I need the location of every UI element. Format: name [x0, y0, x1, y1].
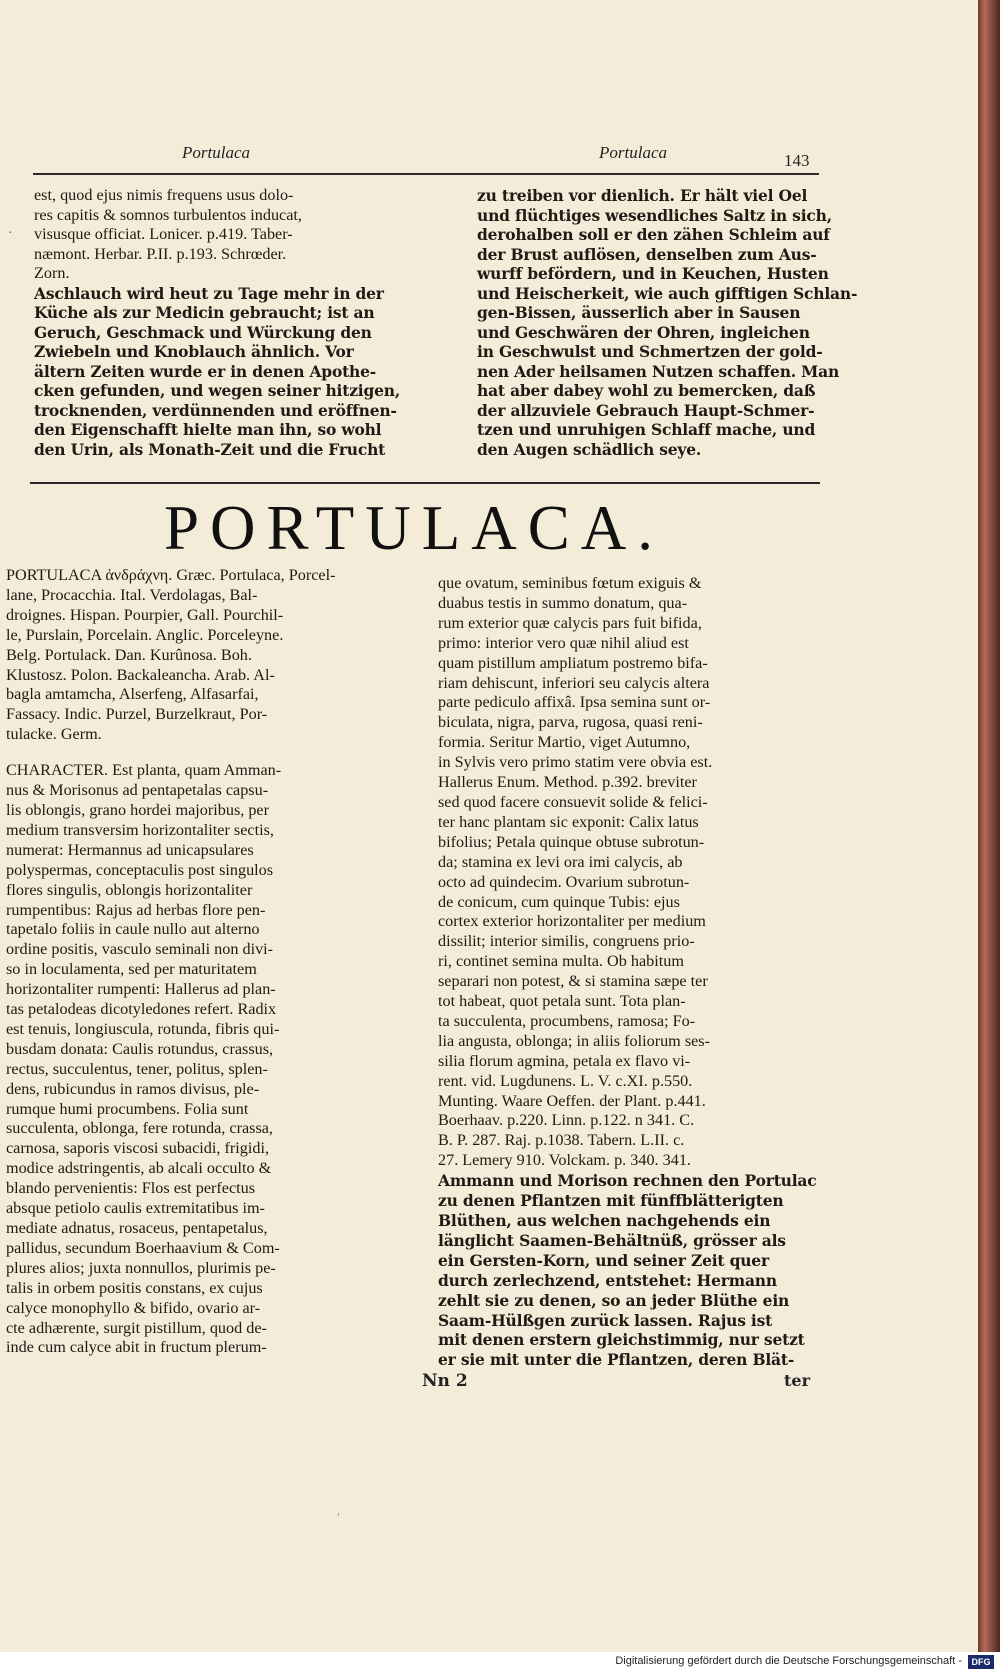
lower-left-column — [6, 566, 406, 1358]
text-line: durch zerlechzend, entstehet: Hermann — [438, 1270, 777, 1290]
text-line: rumpentibus: Rajus ad herbas flore pen- — [6, 900, 266, 919]
text-line: Boerhaav. p.220. Linn. p.122. n 341. C. — [438, 1111, 695, 1130]
text-line: est tenuis, longiuscula, rotunda, fibris qui- — [6, 1019, 280, 1038]
upper-left-column — [34, 186, 404, 459]
text-line: Zorn. — [34, 264, 70, 282]
text-line: dens, rubicundus in ramos divisus, ple- — [6, 1079, 260, 1098]
running-head-left: Portulaca — [182, 143, 250, 162]
text-line: Hallerus Enum. Method. p.392. breviter — [438, 773, 697, 792]
upper-right-column — [477, 186, 858, 459]
text-line: ta succulenta, procumbens, ramosa; Fo- — [438, 1011, 696, 1030]
text-line: est, quod ejus nimis frequens usus dolo- — [34, 186, 294, 204]
text-line: nus & Morisonus ad pentapetalas capsu- — [6, 781, 269, 800]
text-line: Aschlauch wird heut zu Tage mehr in der — [34, 283, 384, 303]
text-line: rent. vid. Lugdunens. L. V. c.XI. p.550. — [438, 1071, 693, 1090]
text-line: Geruch, Geschmack und Würckung den — [34, 322, 372, 342]
text-line: den Augen schädlich seye. — [477, 439, 702, 459]
text-line: calyce monophyllo & bifido, ovario ar- — [6, 1298, 261, 1317]
text-line: numerat: Hermannus ad unicapsulares — [6, 840, 254, 859]
text-line: tot habeat, quot petala sunt. Tota plan- — [438, 992, 686, 1011]
text-line: mediate adnatus, rosaceus, pentapetalus, — [6, 1219, 268, 1237]
text-line: horizontaliter rumpenti: Hallerus ad plan- — [6, 980, 276, 999]
text-line: ordine positis, vasculo seminali non divi- — [6, 940, 274, 959]
signature-mark: Nn 2 — [422, 1371, 468, 1391]
text-line: flores singulis, oblongis horizontaliter — [6, 880, 253, 899]
text-line: riam dehiscunt, inferiori seu calycis altera — [438, 673, 710, 692]
text-line: den Eigenschafft hielte man ihn, so wohl — [34, 420, 382, 439]
margin-speck: · — [8, 226, 13, 241]
text-line: zehlt sie zu denen, so an jeder Blüthe ein — [438, 1290, 790, 1310]
text-line: blando pervenientis: Flos est perfectus — [6, 1179, 256, 1198]
text-line: länglicht Saamen-Behältnüß, grösser als — [438, 1230, 786, 1250]
text-line: derohalben soll er den zähen Schleim auf — [477, 225, 830, 244]
text-line: zu denen Pflantzen mit fünffblätterigten — [438, 1191, 784, 1211]
text-line: absque petiolo caulis extremitatibus im- — [6, 1199, 265, 1218]
text-line: B. P. 287. Raj. p.1038. Tabern. L.II. c. — [438, 1131, 685, 1150]
text-line: medium transversim horizontaliter sectis, — [6, 820, 274, 839]
text-line: Küche als zur Medicin gebraucht; ist an — [34, 303, 375, 322]
text-line: tzen und unruhigen Schlaff mache, und — [477, 420, 816, 439]
running-head-right: Portulaca — [599, 143, 667, 162]
text-line: busdam donata: Caulis rotundus, crassus, — [6, 1039, 274, 1058]
text-line: polyspermas, conceptaculis post singulos — [6, 860, 274, 879]
text-line: Blüthen, aus welchen nachgehends ein — [438, 1211, 771, 1230]
text-line: quam pistillum ampliatum postremo bifa- — [438, 653, 708, 672]
text-line: de conicum, cum quinque Tubis: ejus — [438, 892, 680, 911]
text-line: der allzuviele Gebrauch Haupt-Schmer- — [477, 400, 815, 420]
text-line: in Geschwulst und Schmertzen der gold- — [477, 342, 823, 361]
text-line: parte pediculo affixâ. Ipsa semina sunt or- — [438, 693, 711, 712]
section-rule — [30, 482, 820, 484]
text-line: lane, Procacchia. Ital. Verdolagas, Bal- — [6, 585, 258, 604]
text-line: mit denen erstern gleichstimmig, nur setzt — [438, 1330, 805, 1350]
text-line: Klustosz. Polon. Backaleancha. Arab. Al- — [6, 665, 275, 684]
page-number: 143 — [784, 151, 810, 170]
text-line: pallidus, secundum Boerhaavium & Com- — [6, 1238, 280, 1257]
text-line: und flüchtiges wesendliches Saltz in sich, — [477, 205, 832, 225]
text-line: talis in orbem positis constans, ex cujus — [6, 1278, 263, 1297]
text-line: den Urin, als Monath-Zeit und die Frucht — [34, 439, 386, 459]
text-line: bifolius; Petala quinque obtuse subrotun- — [438, 832, 705, 851]
text-line: primo: interior vero quæ nihil aliud est — [438, 633, 689, 652]
text-line: octo ad quindecim. Ovarium subrotun- — [438, 872, 690, 891]
text-line: ein Gersten-Korn, und seiner Zeit quer — [438, 1250, 769, 1270]
text-line: succulenta, oblonga, fere rotunda, crassa, — [6, 1119, 273, 1138]
text-line: plures alios; juxta nonnullos, plurimis pe- — [6, 1258, 276, 1277]
text-line: cte adhærente, surgit pistillum, quod de- — [6, 1318, 267, 1337]
text-line: cken gefunden, und wegen seiner hitzigen, — [34, 381, 401, 400]
text-line: zu treiben vor dienlich. Er hält viel Oel — [477, 186, 808, 205]
footer-bar — [0, 1652, 1000, 1673]
catchword: ter — [784, 1371, 810, 1390]
text-line: formia. Seritur Martio, viget Autumno, — [438, 733, 691, 752]
text-line: PORTULACA ἀνδράχνη. Græc. Portulaca, Porcel- — [6, 566, 336, 584]
text-line: res capitis & somnos turbulentos inducat, — [34, 205, 302, 224]
text-line: ter hanc plantam sic exponit: Calix latus — [438, 812, 699, 831]
text-line: silia florum agmina, petala ex flavo vi- — [438, 1051, 691, 1070]
text-line: que ovatum, seminibus fœtum exiguis & — [438, 574, 702, 592]
book-spine-edge — [978, 0, 1000, 1652]
text-line: modice adstringentis, ab alcali occulto & — [6, 1159, 272, 1178]
text-line: ältern Zeiten wurde er in denen Apothe- — [34, 361, 377, 381]
text-line: da; stamina ex levi ora imi calycis, ab — [438, 852, 683, 871]
text-line: 27. Lemery 910. Volckam. p. 340. 341. — [438, 1151, 691, 1170]
text-line: rectus, succulentus, tener, politus, splen- — [6, 1059, 268, 1078]
text-line: Ammann und Morison rechnen den Portulac — [438, 1171, 817, 1191]
text-line: cortex exterior horizontaliter per medium — [438, 912, 706, 931]
text-line: Saam-Hülßgen zurück lassen. Rajus ist — [438, 1310, 773, 1330]
text-line: duabus testis in summo donatum, qua- — [438, 593, 688, 612]
text-line: næmont. Herbar. P.II. p.193. Schrœder. — [34, 244, 287, 263]
text-line: so in loculamenta, sed per maturitatem — [6, 960, 257, 979]
text-line: hat aber dabey wohl zu bemercken, daß — [477, 381, 816, 400]
text-line: inde cum calyce abit in fructum plerum- — [6, 1338, 267, 1357]
text-line: CHARACTER. Est planta, quam Amman- — [6, 761, 282, 780]
text-line: lia angusta, oblonga; in aliis foliorum ses- — [438, 1031, 710, 1050]
text-line: droignes. Hispan. Pourpier, Gall. Pourchil- — [6, 605, 284, 624]
margin-speck: ˈ — [336, 1512, 341, 1527]
text-line: er sie mit unter die Pflantzen, deren Blät- — [438, 1350, 795, 1370]
text-line: carnosa, saporis viscosi subacidi, frigidi, — [6, 1139, 269, 1158]
text-line: le, Purslain, Porcelain. Anglic. Porceleyne. — [6, 625, 284, 644]
text-line: tapetalo foliis in caule nullo aut alterno — [6, 920, 260, 939]
text-line: tas petalodeas dicotyledones refert. Radix — [6, 1000, 277, 1019]
text-line: wurff befördern, und in Keuchen, Husten — [477, 264, 829, 283]
text-line: Munting. Waare Oeffen. der Plant. p.441. — [438, 1091, 706, 1110]
footer-credit: Digitalisierung gefördert durch die Deutsche Forschungsgemeinschaft - — [615, 1655, 962, 1667]
text-line: gen-Bissen, äusserlich aber in Sausen — [477, 303, 801, 322]
text-line: sed quod facere consuevit solide & felici- — [438, 792, 708, 811]
text-line: und Geschwären der Ohren, ingleichen — [477, 322, 810, 342]
text-line: tulacke. Germ. — [6, 725, 102, 744]
lower-right-column — [438, 574, 818, 1370]
text-line: separari non potest, & si stamina sæpe ter — [438, 972, 708, 991]
header-rule — [33, 173, 819, 175]
text-line: lis oblongis, grano hordei majoribus, per — [6, 800, 270, 819]
text-line: nen Ader heilsamen Nutzen schaffen. Man — [477, 361, 840, 381]
text-line: ri, continet semina multa. Ob habitum — [438, 952, 684, 971]
text-line: und Heischerkeit, wie auch gifftigen Schlan- — [477, 283, 858, 303]
text-line: in Sylvis vero primo statim vere obvia est. — [438, 753, 713, 772]
text-line: bagla amtamcha, Alserfeng, Alfasarfai, — [6, 685, 259, 704]
text-line: rum exterior quæ calycis pars fuit bifida, — [438, 613, 702, 632]
text-line: dissilit; interior similis, congruens prio- — [438, 932, 695, 951]
text-line: trocknenden, verdünnenden und eröffnen- — [34, 400, 397, 420]
text-line: der Brust auflösen, denselben zum Aus- — [477, 244, 817, 264]
text-line: Zwiebeln und Knoblauch ähnlich. Vor — [34, 342, 354, 361]
text-line: rumque humi procumbens. Folia sunt — [6, 1099, 249, 1118]
text-line: biculata, nigra, parva, rugosa, quasi reni- — [438, 713, 703, 732]
text-line — [6, 745, 406, 761]
section-title: PORTULACA. — [164, 493, 664, 563]
text-line: Fassacy. Indic. Purzel, Burzelkraut, Por- — [6, 705, 268, 724]
text-line: visusque officiat. Lonicer. p.419. Taber- — [34, 225, 293, 243]
text-line: Belg. Portulack. Dan. Kurûnosa. Boh. — [6, 645, 252, 664]
dfg-logo: DFG — [968, 1655, 994, 1669]
